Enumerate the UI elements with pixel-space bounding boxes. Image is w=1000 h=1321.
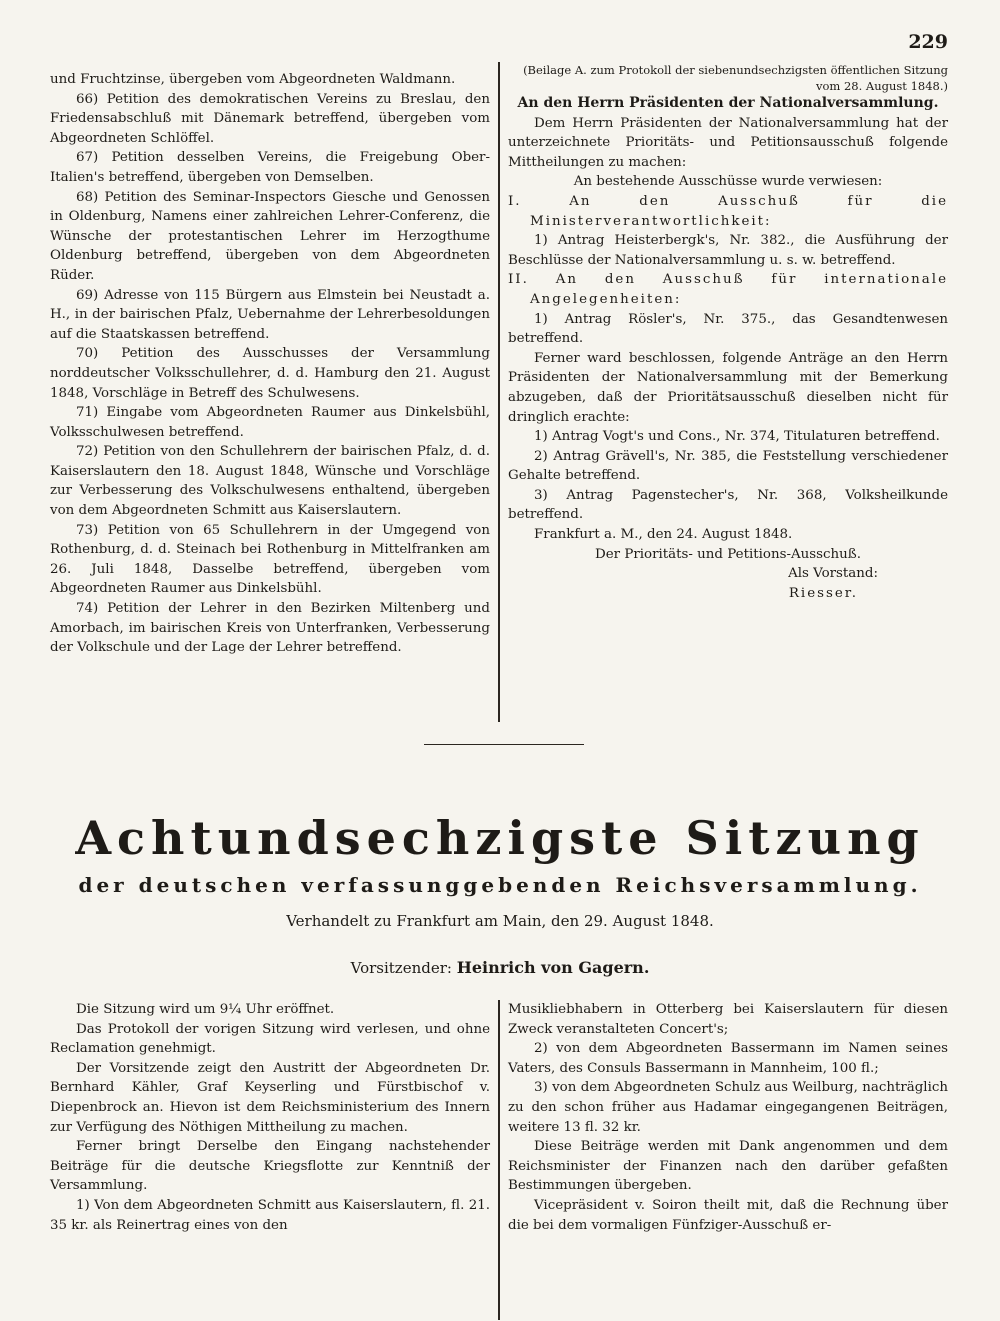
addressee-heading: An den Herrn Präsidenten der Nationalversammlung. xyxy=(517,95,939,111)
chair-label: Vorsitzender: xyxy=(350,959,452,977)
minutes-paragraph: Die Sitzung wird um 9¼ Uhr eröffnet. xyxy=(76,1002,335,1017)
contribution-continuation: Musikliebhabern in Otterberg bei Kaiserslautern für diesen Zweck veranstalteten Concert's; xyxy=(508,1002,948,1037)
petition-item: 69) Adresse von 115 Bürgern aus Elmstein bei Neustadt a. H., in der bairischen Pfalz, Uebernahme der Lehrerbesoldungen auf die Staatskassen betreffend. xyxy=(50,287,490,342)
column-divider-bottom xyxy=(498,1000,500,1320)
chair-name: Riesser. xyxy=(788,585,858,601)
minutes-right-column xyxy=(508,1000,948,1235)
petition-item: 71) Eingabe vom Abgeordneten Raumer aus Dinkelsbühl, Volksschulwesen betreffend. xyxy=(50,405,490,440)
section-heading-2: II. An den Ausschuß für internationale Angelegenheiten: xyxy=(508,272,948,307)
petition-item: 66) Petition des demokratischen Vereins zu Breslau, den Friedensabschluß mit Dänemark betreffend, übergeben vom Abgeordneten Schlöffel. xyxy=(50,91,490,146)
motion-item: 1) Antrag Vogt's und Cons., Nr. 374, Titulaturen betreffend. xyxy=(534,429,940,445)
chair-name: Heinrich von Gagern. xyxy=(456,958,650,977)
petition-continuation: und Fruchtzinse, übergeben vom Abgeordneten Waldmann. xyxy=(50,72,456,87)
minutes-paragraph: Vicepräsident v. Soiron theilt mit, daß die Rechnung über die bei dem vormaligen Fünfziger-Ausschuß er- xyxy=(508,1197,948,1233)
petition-item: 73) Petition von 65 Schullehrern in der Umgegend von Rothenburg, d. d. Steinach bei Rothenburg in Mittelfranken am 26. Juli 1848, Dasselbe betreffend, übergeben vom Abgeordneten Raumer aus Dinkelsbühl. xyxy=(50,522,490,597)
further-decision: Ferner ward beschlossen, folgende Anträge an den Herrn Präsidenten der Nationalversammlung mit der Bemerkung abzugeben, daß der Prioritätsausschuß dieselben nicht für dringlich erachte: xyxy=(508,350,948,425)
petition-item: 68) Petition des Seminar-Inspectors Giesche und Genossen in Oldenburg, Namens einer zahlreichen Lehrer-Conferenz, die Wünsche der protestantischen Lehrer im Herzogthume Oldenburg betreffend, übergeben von dem Abgeordneten Rüder. xyxy=(50,189,490,283)
minutes-left-column xyxy=(50,1000,490,1235)
petition-item: 74) Petition der Lehrer in den Bezirken Miltenberg und Amorbach, im bairischen Kreis von Unterfranken, Verbesserung der Volkschule und der Lage der Lehrer betreffend. xyxy=(50,601,490,656)
session-date: Verhandelt zu Frankfurt am Main, den 29. August 1848. xyxy=(286,912,714,930)
petition-item: 70) Petition des Ausschusses der Versammlung norddeutscher Volksschullehrer, d. d. Hamburg den 21. August 1848, Vorschläge in Betreff des Schulwesens. xyxy=(50,346,490,401)
motion-item: 3) Antrag Pagenstecher's, Nr. 368, Volksheilkunde betreffend. xyxy=(508,487,948,523)
committee-report-column xyxy=(508,62,948,603)
page-number: 229 xyxy=(908,31,948,53)
place-date: Frankfurt a. M., den 24. August 1848. xyxy=(534,527,793,543)
appendix-note: (Beilage A. zum Protokoll der siebenundsechzigsten öffentlichen Sitzung vom 28. August 1848.) xyxy=(523,63,948,93)
session-title: Achtundsechzigste Sitzung xyxy=(75,811,925,865)
column-divider-top xyxy=(498,62,500,722)
minutes-paragraph: Ferner bringt Derselbe den Eingang nachstehender Beiträge für die deutsche Kriegsflotte zur Kenntniß der Versammlung. xyxy=(50,1139,490,1194)
minutes-paragraph: Diese Beiträge werden mit Dank angenommen und dem Reichsminister der Finanzen nach den darüber gefaßten Bestimmungen übergeben. xyxy=(508,1139,948,1194)
motion-item: 2) Antrag Grävell's, Nr. 385, die Feststellung verschiedener Gehalte betreffend. xyxy=(508,448,948,484)
petition-item: 67) Petition desselben Vereins, die Freigebung Ober-Italien's betreffend, übergeben von Demselben. xyxy=(50,150,490,185)
section-2-item: 1) Antrag Rösler's, Nr. 375., das Gesandtenwesen betreffend. xyxy=(508,311,948,347)
section-1-item: 1) Antrag Heisterbergk's, Nr. 382., die Ausführung der Beschlüsse der Nationalversammlung u. s. w. betreffend. xyxy=(508,233,948,268)
report-intro: Dem Herrn Präsidenten der Nationalversammlung hat der unterzeichnete Prioritäts- und Petitionsausschuß folgende Mittheilungen zu machen: xyxy=(508,115,948,170)
referred-heading: An bestehende Ausschüsse wurde verwiesen: xyxy=(573,174,883,190)
minutes-paragraph: Das Protokoll der vorigen Sitzung wird verlesen, und ohne Reclamation genehmigt. xyxy=(50,1021,490,1057)
section-heading-1: I. An den Ausschuß für die Ministerverantwortlichkeit: xyxy=(508,193,948,229)
chair-label: Als Vorstand: xyxy=(788,566,878,582)
session-chair xyxy=(0,958,1000,977)
section-separator xyxy=(424,744,584,745)
contribution-item: 3) von dem Abgeordneten Schulz aus Weilburg, nachträglich zu den schon früher aus Hadamar eingegangenen Beiträgen, weitere 13 fl. 32 kr. xyxy=(508,1080,948,1135)
session-subtitle: der deutschen verfassunggebenden Reichsversammlung. xyxy=(78,873,922,897)
contribution-item: 2) von dem Abgeordneten Bassermann im Namen seines Vaters, des Consuls Bassermann in Mannheim, 100 fl.; xyxy=(508,1041,948,1076)
minutes-paragraph: Der Vorsitzende zeigt den Austritt der Abgeordneten Dr. Bernhard Kähler, Graf Keyserling und Fürstbischof v. Diepenbrock an. Hievon ist dem Reichsministerium des Innern zur Verfügung des Nöthigen Mittheilung zu machen. xyxy=(50,1060,490,1135)
petition-item: 72) Petition von den Schullehrern der bairischen Pfalz, d. d. Kaiserslautern den 18. August 1848, Wünsche und Vorschläge zur Verbesserung des Volkschulwesens enthaltend, übergeben von dem Abgeordneten Schmitt aus Kaiserslautern. xyxy=(50,444,490,519)
committee-signature: Der Prioritäts- und Petitions-Ausschuß. xyxy=(595,546,861,562)
petition-list-column xyxy=(50,70,490,658)
contribution-item: 1) Von dem Abgeordneten Schmitt aus Kaiserslautern, fl. 21. 35 kr. als Reinertrag eines von den xyxy=(50,1197,490,1233)
